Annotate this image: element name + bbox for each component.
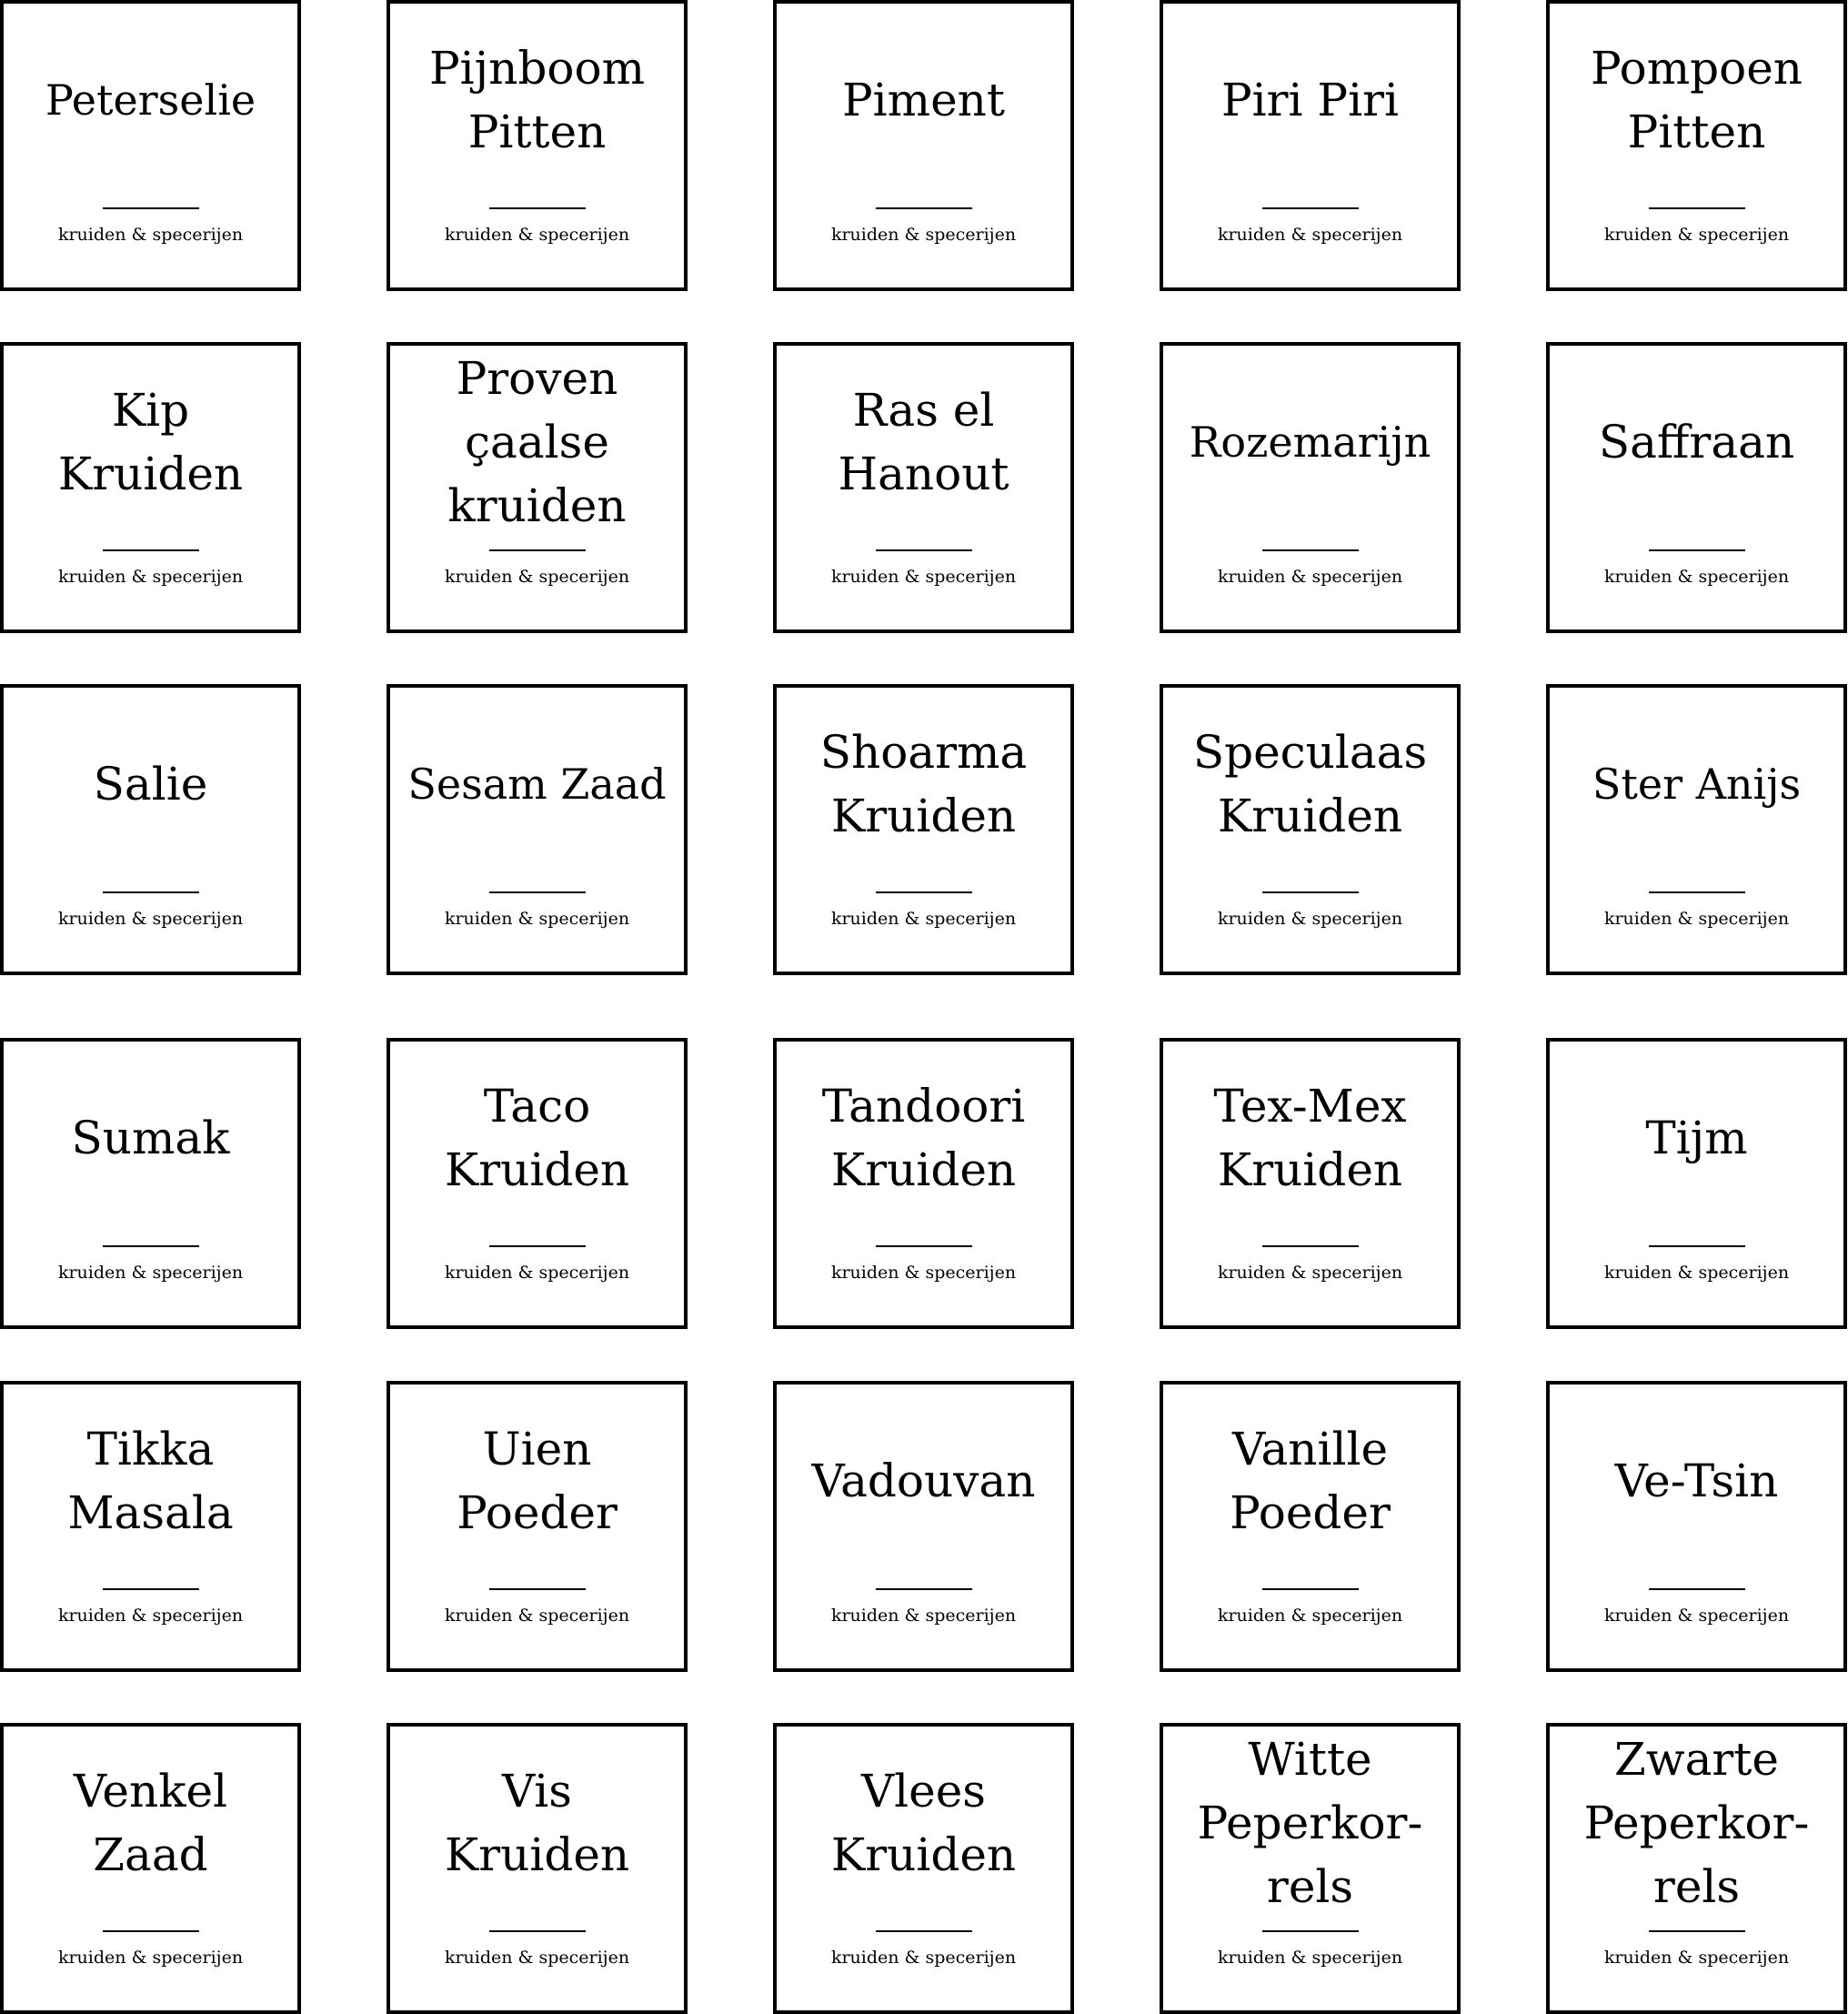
label-subtitle: kruiden & specerijen bbox=[444, 225, 630, 245]
divider-rule bbox=[876, 1588, 972, 1590]
divider-rule bbox=[1649, 549, 1745, 551]
label-subtitle: kruiden & specerijen bbox=[1603, 1263, 1790, 1283]
label-subtitle: kruiden & specerijen bbox=[1603, 225, 1790, 245]
spice-name: Vlees Kruiden bbox=[830, 1765, 1017, 1881]
spice-name: Witte Peperkor- rels bbox=[1197, 1733, 1423, 1913]
spice-label bbox=[387, 1038, 688, 1329]
divider-rule bbox=[876, 1930, 972, 1932]
spice-name: Ras el Hanout bbox=[838, 384, 1009, 500]
divider-rule bbox=[1649, 1588, 1745, 1590]
divider-rule bbox=[1649, 1930, 1745, 1932]
spice-label bbox=[0, 684, 301, 975]
spice-name: Piri Piri bbox=[1221, 74, 1399, 126]
label-subtitle: kruiden & specerijen bbox=[57, 1263, 244, 1283]
divider-rule bbox=[489, 1245, 586, 1247]
divider-rule bbox=[103, 891, 199, 893]
spice-name: Tex-Mex Kruiden bbox=[1213, 1080, 1407, 1196]
spice-label bbox=[0, 0, 301, 291]
spice-name: Taco Kruiden bbox=[444, 1080, 630, 1196]
spice-label bbox=[1160, 342, 1461, 633]
spice-name: Tikka Masala bbox=[67, 1423, 234, 1539]
spice-label bbox=[1546, 1723, 1847, 2014]
label-subtitle: kruiden & specerijen bbox=[1217, 1263, 1403, 1283]
spice-name: Speculaas Kruiden bbox=[1192, 726, 1428, 842]
divider-rule bbox=[103, 549, 199, 551]
spice-label bbox=[1546, 1038, 1847, 1329]
spice-label bbox=[773, 684, 1074, 975]
spice-label bbox=[1160, 1381, 1461, 1672]
label-subtitle: kruiden & specerijen bbox=[57, 1606, 244, 1626]
label-subtitle: kruiden & specerijen bbox=[444, 567, 630, 587]
divider-rule bbox=[489, 891, 586, 893]
spice-label bbox=[387, 1723, 688, 2014]
label-subtitle: kruiden & specerijen bbox=[1217, 909, 1403, 929]
label-subtitle: kruiden & specerijen bbox=[1217, 567, 1403, 587]
spice-name: Shoarma Kruiden bbox=[819, 726, 1028, 842]
spice-name: Venkel Zaad bbox=[73, 1765, 228, 1881]
divider-rule bbox=[876, 891, 972, 893]
label-subtitle: kruiden & specerijen bbox=[830, 1948, 1017, 1968]
divider-rule bbox=[1262, 1930, 1359, 1932]
divider-rule bbox=[489, 1588, 586, 1590]
spice-name: Tandoori Kruiden bbox=[821, 1080, 1026, 1196]
spice-name: Pompoen Pitten bbox=[1590, 42, 1803, 158]
spice-name: Vadouvan bbox=[811, 1455, 1036, 1507]
spice-name: Vanille Poeder bbox=[1230, 1423, 1391, 1539]
spice-name: Peterselie bbox=[45, 76, 256, 125]
spice-label bbox=[773, 342, 1074, 633]
spice-label bbox=[387, 342, 688, 633]
spice-name: Kip Kruiden bbox=[57, 384, 244, 500]
label-subtitle: kruiden & specerijen bbox=[1217, 1948, 1403, 1968]
spice-label bbox=[1160, 1038, 1461, 1329]
spice-label bbox=[773, 1038, 1074, 1329]
label-subtitle: kruiden & specerijen bbox=[57, 567, 244, 587]
spice-label bbox=[0, 1381, 301, 1672]
spice-name: Sumak bbox=[71, 1112, 230, 1164]
spice-name: Salie bbox=[93, 758, 208, 811]
divider-rule bbox=[103, 1588, 199, 1590]
spice-name: Sesam Zaad bbox=[407, 760, 667, 809]
spice-label bbox=[1160, 0, 1461, 291]
spice-name: Ve-Tsin bbox=[1614, 1455, 1779, 1507]
divider-rule bbox=[489, 549, 586, 551]
label-subtitle: kruiden & specerijen bbox=[1603, 1606, 1790, 1626]
label-subtitle: kruiden & specerijen bbox=[1603, 1948, 1790, 1968]
spice-name: Zwarte Peperkor- rels bbox=[1583, 1733, 1810, 1913]
divider-rule bbox=[1262, 1588, 1359, 1590]
label-subtitle: kruiden & specerijen bbox=[1603, 909, 1790, 929]
divider-rule bbox=[103, 1930, 199, 1932]
spice-label bbox=[1546, 0, 1847, 291]
divider-rule bbox=[103, 207, 199, 209]
spice-label bbox=[0, 1038, 301, 1329]
label-subtitle: kruiden & specerijen bbox=[830, 567, 1017, 587]
label-subtitle: kruiden & specerijen bbox=[830, 1263, 1017, 1283]
spice-label bbox=[1546, 342, 1847, 633]
spice-label bbox=[1160, 1723, 1461, 2014]
spice-label bbox=[387, 1381, 688, 1672]
spice-label bbox=[387, 0, 688, 291]
divider-rule bbox=[1262, 207, 1359, 209]
spice-name: Tijm bbox=[1645, 1112, 1748, 1164]
label-subtitle: kruiden & specerijen bbox=[444, 1263, 630, 1283]
divider-rule bbox=[1262, 549, 1359, 551]
spice-label bbox=[1160, 684, 1461, 975]
label-subtitle: kruiden & specerijen bbox=[1603, 567, 1790, 587]
spice-name: Uien Poeder bbox=[457, 1423, 618, 1539]
divider-rule bbox=[103, 1245, 199, 1247]
spice-name: Piment bbox=[842, 74, 1005, 126]
spice-label bbox=[773, 1723, 1074, 2014]
spice-name: Rozemarijn bbox=[1189, 418, 1431, 467]
spice-name: Proven çaalse kruiden bbox=[447, 352, 627, 532]
divider-rule bbox=[1262, 891, 1359, 893]
label-subtitle: kruiden & specerijen bbox=[444, 1606, 630, 1626]
divider-rule bbox=[489, 207, 586, 209]
label-subtitle: kruiden & specerijen bbox=[57, 225, 244, 245]
divider-rule bbox=[489, 1930, 586, 1932]
label-subtitle: kruiden & specerijen bbox=[57, 1948, 244, 1968]
divider-rule bbox=[876, 549, 972, 551]
spice-label bbox=[0, 342, 301, 633]
divider-rule bbox=[1649, 207, 1745, 209]
spice-name: Vis Kruiden bbox=[444, 1765, 630, 1881]
spice-label bbox=[1546, 684, 1847, 975]
divider-rule bbox=[876, 207, 972, 209]
spice-name: Saffraan bbox=[1598, 416, 1795, 468]
label-subtitle: kruiden & specerijen bbox=[830, 909, 1017, 929]
spice-label bbox=[387, 684, 688, 975]
label-subtitle: kruiden & specerijen bbox=[444, 1948, 630, 1968]
spice-label bbox=[773, 1381, 1074, 1672]
label-subtitle: kruiden & specerijen bbox=[1217, 225, 1403, 245]
label-subtitle: kruiden & specerijen bbox=[444, 909, 630, 929]
divider-rule bbox=[876, 1245, 972, 1247]
spice-name: Ster Anijs bbox=[1592, 760, 1802, 809]
divider-rule bbox=[1649, 1245, 1745, 1247]
label-subtitle: kruiden & specerijen bbox=[830, 225, 1017, 245]
spice-label bbox=[773, 0, 1074, 291]
label-subtitle: kruiden & specerijen bbox=[830, 1606, 1017, 1626]
divider-rule bbox=[1262, 1245, 1359, 1247]
label-subtitle: kruiden & specerijen bbox=[57, 909, 244, 929]
spice-name: Pijnboom Pitten bbox=[429, 42, 645, 158]
spice-label bbox=[1546, 1381, 1847, 1672]
divider-rule bbox=[1649, 891, 1745, 893]
spice-label bbox=[0, 1723, 301, 2014]
label-subtitle: kruiden & specerijen bbox=[1217, 1606, 1403, 1626]
